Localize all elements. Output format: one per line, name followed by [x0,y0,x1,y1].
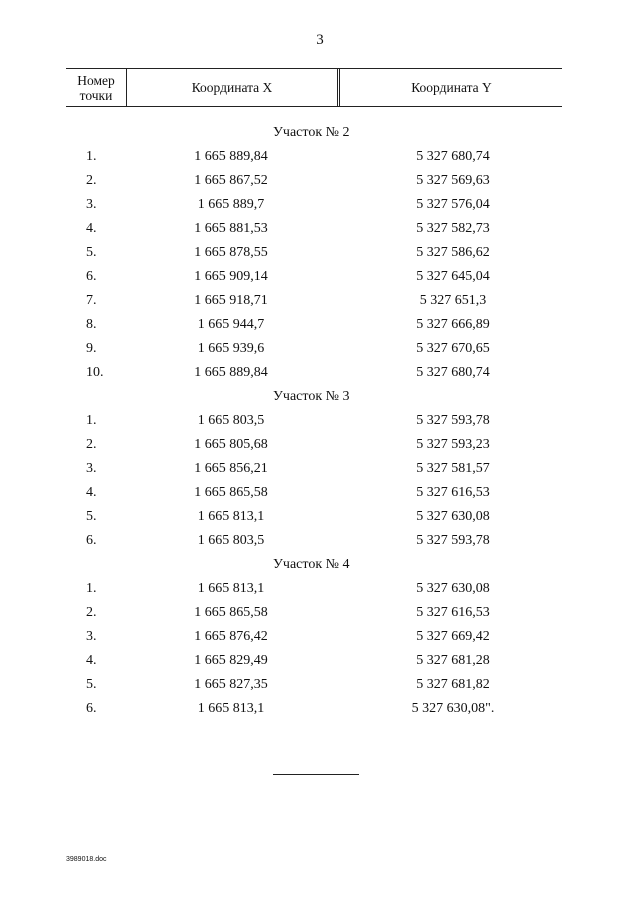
end-divider-line [273,774,359,775]
coordinate-x-cell: 1 665 813,1 [197,581,265,596]
coordinate-x-cell: 1 665 803,5 [197,533,265,548]
coordinate-x-cell: 1 665 865,58 [194,605,268,620]
coordinate-x-cell: 1 665 878,55 [194,245,268,260]
point-number-cell: 6. [86,269,97,284]
coordinate-x-cell: 1 665 813,1 [197,701,265,716]
point-number-cell: 2. [86,173,97,188]
coordinate-y-cell: 5 327 680,74 [416,149,490,164]
point-number-cell: 4. [86,485,97,500]
table-row [0,601,640,625]
header-point-number-line1: Номер [77,72,115,88]
coordinate-x-cell: 1 665 918,71 [194,293,268,308]
page-number: 3 [316,32,324,48]
table-row [0,217,640,241]
coordinate-x-cell: 1 665 876,42 [194,629,268,644]
coordinate-x-cell: 1 665 829,49 [194,653,268,668]
coordinate-y-cell: 5 327 576,04 [416,197,490,212]
header-coordinate-x: Координата X [126,69,338,106]
point-number-cell: 3. [86,461,97,476]
section-title: Участок № 4 [273,557,350,572]
coordinate-y-cell: 5 327 616,53 [416,485,490,500]
point-number-cell: 4. [86,221,97,236]
coordinate-y-cell: 5 327 582,73 [416,221,490,236]
header-coordinate-y: Координата Y [339,69,563,106]
table-row [0,337,640,361]
coordinate-y-cell: 5 327 630,08 [416,509,490,524]
coordinate-x-cell: 1 665 867,52 [194,173,268,188]
coordinate-x-cell: 1 665 803,5 [197,413,265,428]
table-row [0,145,640,169]
table-row [0,265,640,289]
point-number-cell: 2. [86,605,97,620]
coordinate-y-cell: 5 327 630,08 [416,581,490,596]
coordinate-x-cell: 1 665 881,53 [194,221,268,236]
table-row [0,697,640,721]
table-row [0,193,640,217]
point-number-cell: 3. [86,197,97,212]
table-row [0,505,640,529]
table-row [0,625,640,649]
coordinate-x-cell: 1 665 805,68 [194,437,268,452]
coordinate-y-cell: 5 327 666,89 [416,317,490,332]
table-row [0,409,640,433]
point-number-cell: 9. [86,341,97,356]
coordinate-y-cell: 5 327 681,82 [416,677,490,692]
coordinate-y-cell: 5 327 680,74 [416,365,490,380]
coordinate-x-cell: 1 665 813,1 [197,509,265,524]
coordinate-x-cell: 1 665 889,7 [197,197,265,212]
point-number-cell: 5. [86,509,97,524]
table-header [66,68,562,107]
coordinate-y-cell: 5 327 593,23 [416,437,490,452]
table-row [0,577,640,601]
table-row [0,673,640,697]
coordinate-y-cell: 5 327 670,65 [416,341,490,356]
point-number-cell: 1. [86,413,97,428]
table-row [0,169,640,193]
table-row [0,481,640,505]
point-number-cell: 7. [86,293,97,308]
coordinate-x-cell: 1 665 827,35 [194,677,268,692]
coordinate-y-cell: 5 327 569,63 [416,173,490,188]
coordinate-y-cell: 5 327 581,57 [416,461,490,476]
document-code: 3989018.doc [66,856,107,863]
section-title: Участок № 2 [273,125,350,140]
section-title: Участок № 3 [273,389,350,404]
point-number-cell: 10. [86,365,104,380]
coordinate-y-cell: 5 327 669,42 [416,629,490,644]
point-number-cell: 5. [86,677,97,692]
point-number-cell: 3. [86,629,97,644]
coordinate-x-cell: 1 665 909,14 [194,269,268,284]
coordinate-x-cell: 1 665 939,6 [197,341,265,356]
header-point-number [66,69,126,106]
coordinate-y-cell: 5 327 645,04 [416,269,490,284]
coordinate-y-cell: 5 327 593,78 [416,533,490,548]
table-row [0,433,640,457]
point-number-cell: 1. [86,581,97,596]
coordinate-y-cell: 5 327 593,78 [416,413,490,428]
table-row [0,457,640,481]
point-number-cell: 4. [86,653,97,668]
coordinate-y-cell: 5 327 616,53 [416,605,490,620]
table-row [0,241,640,265]
coordinate-y-cell: 5 327 651,3 [419,293,487,308]
point-number-cell: 8. [86,317,97,332]
table-row [0,649,640,673]
table-row [0,289,640,313]
table-row [0,361,640,385]
table-row [0,529,640,553]
point-number-cell: 1. [86,149,97,164]
coordinate-x-cell: 1 665 889,84 [194,149,268,164]
point-number-cell: 6. [86,533,97,548]
header-point-number-line2: точки [79,87,113,103]
coordinate-x-cell: 1 665 889,84 [194,365,268,380]
coordinate-y-cell: 5 327 630,08". [411,701,495,716]
point-number-cell: 6. [86,701,97,716]
point-number-cell: 5. [86,245,97,260]
table-row [0,313,640,337]
coordinate-y-cell: 5 327 681,28 [416,653,490,668]
point-number-cell: 2. [86,437,97,452]
coordinate-x-cell: 1 665 865,58 [194,485,268,500]
coordinate-x-cell: 1 665 856,21 [194,461,268,476]
coordinate-x-cell: 1 665 944,7 [197,317,265,332]
coordinate-y-cell: 5 327 586,62 [416,245,490,260]
coordinates-table-body [0,121,640,721]
